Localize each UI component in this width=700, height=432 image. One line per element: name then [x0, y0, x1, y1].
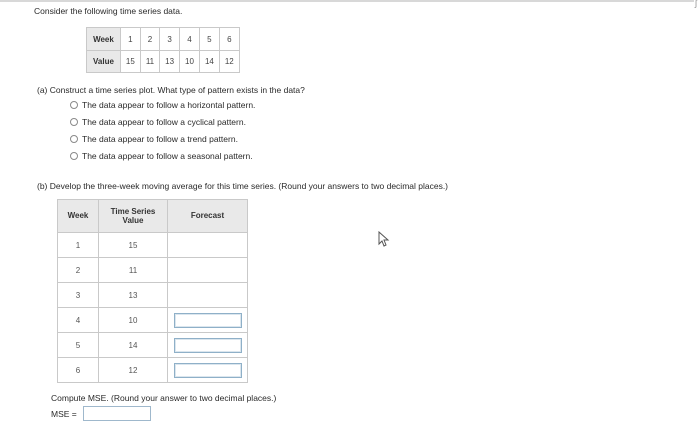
part-b-prompt: (b) Develop the three-week moving average for this time series. (Round your answers to two decimal places.): [37, 181, 449, 191]
table-row: [58, 283, 248, 308]
forecast-input-week-4[interactable]: [174, 313, 242, 328]
option-label: The data appear to follow a seasonal pattern.: [82, 151, 253, 161]
option-seasonal[interactable]: [70, 149, 253, 163]
value-cell: 11: [99, 258, 168, 283]
mouse-cursor-icon: [377, 231, 391, 247]
value-row-header: Value: [87, 51, 121, 73]
week-cell: 3: [160, 28, 180, 51]
table-row: [58, 308, 248, 333]
value-cell: 13: [160, 51, 180, 73]
option-horizontal[interactable]: [70, 98, 255, 112]
value-row: [87, 51, 240, 73]
radio-icon[interactable]: [70, 101, 78, 109]
week-cell: 5: [58, 333, 99, 358]
value-cell: 14: [199, 51, 219, 73]
value-cell: 10: [180, 51, 200, 73]
week-cell: 6: [219, 28, 239, 51]
col-forecast-header: Forecast: [168, 200, 248, 233]
week-cell: 5: [199, 28, 219, 51]
mse-input[interactable]: [83, 406, 151, 421]
week-row-header: Week: [87, 28, 121, 51]
part-a-prompt: (a) Construct a time series plot. What type of pattern exists in the data?: [37, 85, 305, 95]
week-cell: 1: [120, 28, 140, 51]
week-cell: 2: [140, 28, 159, 51]
value-cell: 11: [140, 51, 159, 73]
moving-average-table: [57, 199, 248, 383]
table-row: [58, 333, 248, 358]
forecast-cell: [168, 233, 248, 258]
col-week-header: Week: [58, 200, 99, 233]
col-value-header: [99, 200, 168, 233]
mse-label: MSE =: [51, 409, 77, 419]
top-divider: [0, 0, 694, 2]
week-cell: 4: [58, 308, 99, 333]
value-cell: 12: [99, 358, 168, 383]
week-row: [87, 28, 240, 51]
forecast-cell: [168, 358, 248, 383]
value-cell: 15: [99, 233, 168, 258]
value-cell: 10: [99, 308, 168, 333]
option-cyclical[interactable]: [70, 115, 246, 129]
table-row: [58, 358, 248, 383]
value-cell: 13: [99, 283, 168, 308]
col-value-line2: Value: [122, 216, 144, 225]
value-cell: 12: [219, 51, 239, 73]
intro-text: Consider the following time series data.: [34, 6, 183, 16]
week-cell: 1: [58, 233, 99, 258]
time-series-data-table: [86, 27, 240, 73]
week-cell: 4: [180, 28, 200, 51]
forecast-input-week-6[interactable]: [174, 363, 242, 378]
option-label: The data appear to follow a cyclical pattern.: [82, 117, 246, 127]
mse-prompt: Compute MSE. (Round your answer to two decimal places.): [51, 393, 277, 403]
header-row: [58, 200, 248, 233]
week-cell: 6: [58, 358, 99, 383]
value-cell: 15: [120, 51, 140, 73]
table-row: [58, 258, 248, 283]
option-label: The data appear to follow a horizontal pattern.: [82, 100, 256, 110]
edge-mark: ʃ: [695, 0, 697, 8]
value-cell: 14: [99, 333, 168, 358]
week-cell: 3: [58, 283, 99, 308]
option-trend[interactable]: [70, 132, 238, 146]
forecast-cell: [168, 308, 248, 333]
radio-icon[interactable]: [70, 135, 78, 143]
forecast-cell: [168, 333, 248, 358]
forecast-cell: [168, 258, 248, 283]
radio-icon[interactable]: [70, 118, 78, 126]
week-cell: 2: [58, 258, 99, 283]
forecast-input-week-5[interactable]: [174, 338, 242, 353]
radio-icon[interactable]: [70, 152, 78, 160]
col-value-line1: Time Series: [110, 206, 156, 216]
option-label: The data appear to follow a trend pattern.: [82, 134, 238, 144]
table-row: [58, 233, 248, 258]
forecast-cell: [168, 283, 248, 308]
